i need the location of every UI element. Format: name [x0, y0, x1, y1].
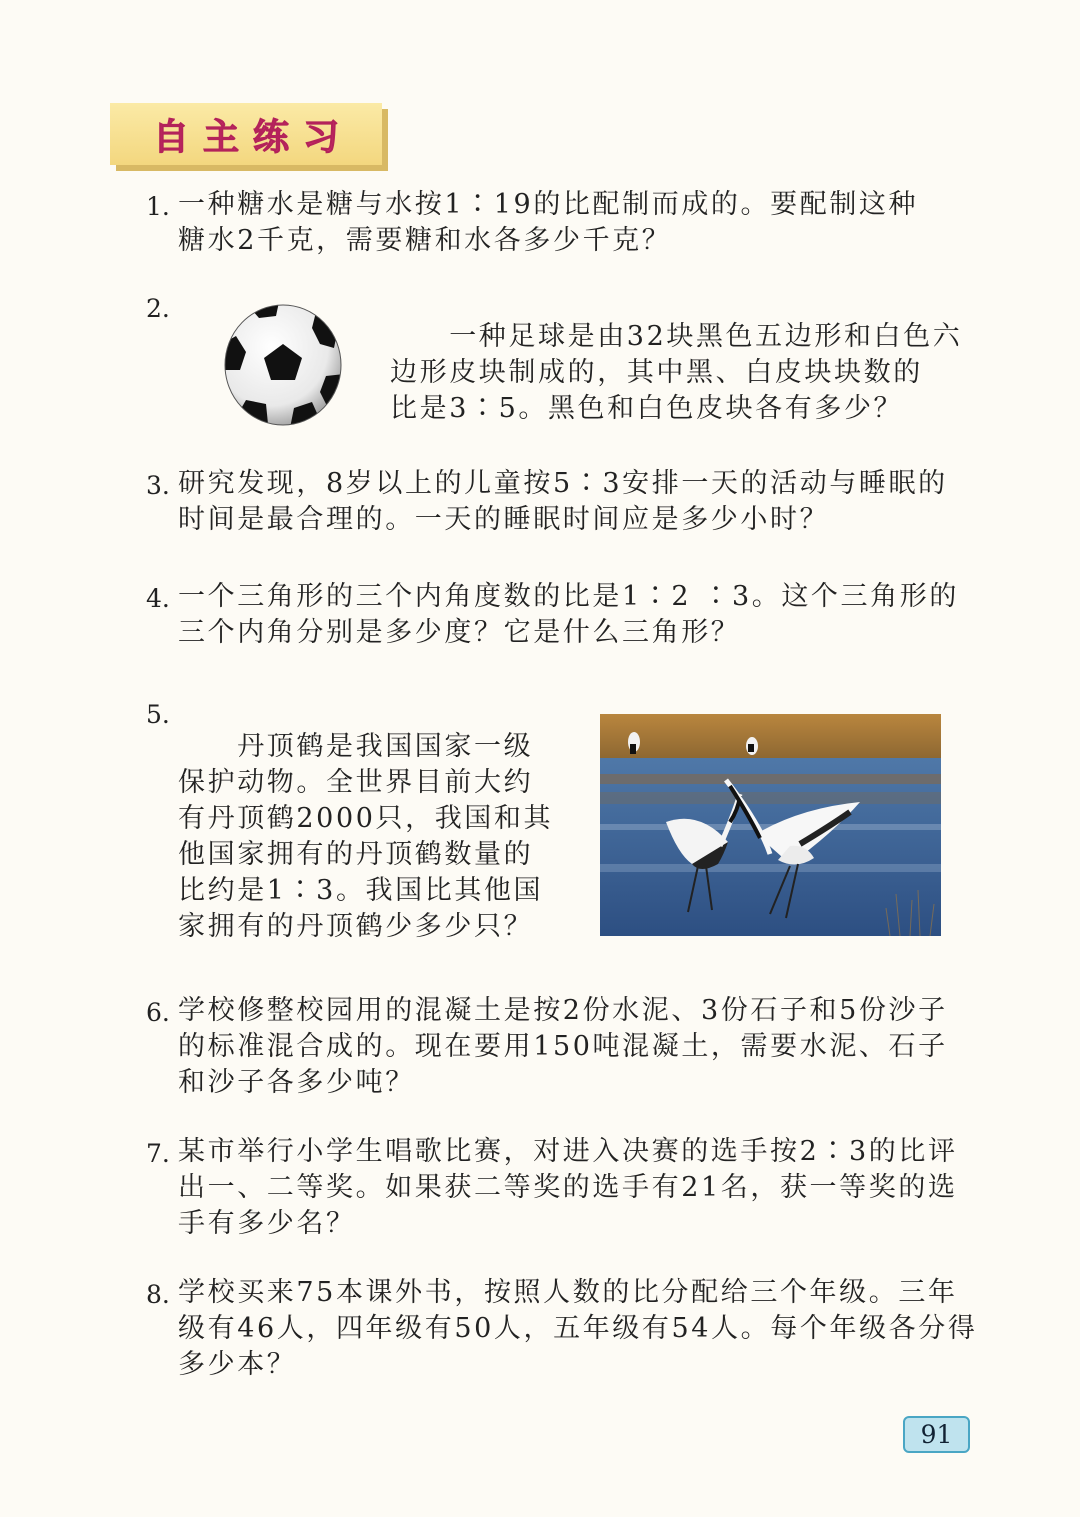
problem-5-text: 丹顶鹤是我国国家一级 保护动物。全世界目前大约 有丹顶鹤2000只，我国和其 他国家拥有的丹顶鹤数量的 比约是1∶3。我国比其他国 家拥有的丹顶鹤少多少只？: [178, 731, 554, 942]
red-crowned-cranes-photo: [600, 714, 941, 936]
problem-2-text: 一种足球是由32块黑色五边形和白色六 边形皮块制成的，其中黑、白皮块块数的 比是3∶5。黑色和白色皮块各有多少？: [390, 321, 963, 424]
problem-3-text: 研究发现，8岁以上的儿童按5∶3安排一天的活动与睡眠的 时间是最合理的。一天的睡眠时间应是多少小时？: [178, 468, 948, 535]
problem-8-number: 8.: [146, 1280, 170, 1309]
problem-5-number: 5.: [146, 700, 170, 729]
section-title-banner: [110, 103, 382, 165]
problem-6-number: 6.: [146, 998, 170, 1027]
problem-4-text: 一个三角形的三个内角度数的比是1∶2 ∶3。这个三角形的 三个内角分别是多少度？它是什么三角形？: [178, 581, 959, 648]
problem-1-number: 1.: [146, 192, 170, 221]
section-title: 自主练习: [152, 116, 353, 158]
problem-7-number: 7.: [146, 1139, 170, 1168]
problem-1-text: 一种糖水是糖与水按1∶19的比配制而成的。要配制这种 糖水2千克，需要糖和水各多少千克？: [178, 189, 919, 256]
problem-3-number: 3.: [146, 471, 170, 500]
soccer-ball-image: [224, 304, 342, 426]
page-number: 91: [920, 1420, 953, 1449]
problem-6-text: 学校修整校园用的混凝土是按2份水泥、3份石子和5份沙子 的标准混合成的。现在要用150吨混凝土，需要水泥、石子 和沙子各多少吨？: [178, 995, 948, 1098]
page-number-badge: [903, 1416, 970, 1453]
problem-7-text: 某市举行小学生唱歌比赛，对进入决赛的选手按2∶3的比评 出一、二等奖。如果获二等奖的选手有21名，获一等奖的选 手有多少名？: [178, 1136, 958, 1239]
problem-2-number: 2.: [146, 294, 170, 323]
problem-8-text: 学校买来75本课外书，按照人数的比分配给三个年级。三年 级有46人，四年级有50人，五年级有54人。每个年级各分得 多少本？: [178, 1277, 978, 1380]
problem-4-number: 4.: [146, 584, 170, 613]
